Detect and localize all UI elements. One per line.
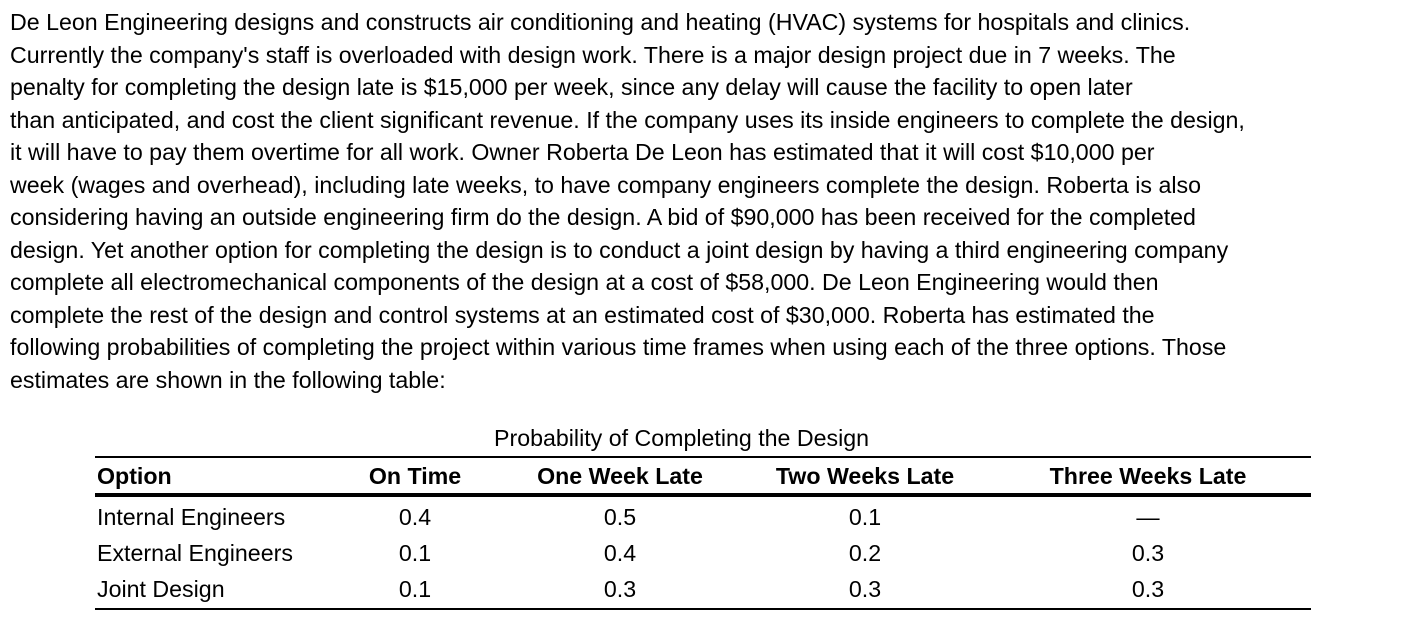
row-option: Internal Engineers [97, 504, 286, 530]
cell-three-weeks-late: 0.3 [1131, 540, 1165, 566]
paragraph-line: penalty for completing the design late is $15,000 per week, since any delay will cause the facility to open later [10, 74, 1133, 100]
paragraph-line: complete all electromechanical components of the design at a cost of $58,000. De Leon Engineering would then [10, 269, 1159, 295]
header-on-time: On Time [368, 463, 462, 489]
header-three-weeks-late: Three Weeks Late [1049, 463, 1247, 489]
cell-three-weeks-late: — [1136, 504, 1160, 530]
paragraph-line: complete the rest of the design and control systems at an estimated cost of $30,000. Roberta has estimated the [10, 301, 1155, 328]
cell-one-week-late: 0.4 [603, 540, 637, 566]
table-header-rule [95, 493, 1311, 497]
cell-on-time: 0.1 [398, 540, 432, 566]
cell-on-time: 0.4 [398, 504, 432, 530]
paragraph-line: De Leon Engineering designs and constructs air conditioning and heating (HVAC) systems for hospitals and clinics. [10, 9, 1191, 35]
paragraph-line: considering having an outside engineering firm do the design. A bid of $90,000 has been received for the completed [10, 204, 1196, 230]
cell-one-week-late: 0.3 [603, 576, 637, 602]
row-option: External Engineers [97, 540, 293, 566]
paragraph-line: following probabilities of completing the project within various time frames when using each of the three options. Those [10, 334, 1227, 360]
cell-two-weeks-late: 0.3 [848, 576, 882, 602]
cell-three-weeks-late: 0.3 [1131, 576, 1165, 602]
cell-one-week-late: 0.5 [603, 504, 637, 530]
cell-two-weeks-late: 0.2 [848, 540, 882, 566]
paragraph-line: Currently the company's staff is overloaded with design work. There is a major design project due in 7 weeks. The [10, 41, 1176, 68]
paragraph-line: it will have to pay them overtime for all work. Owner Roberta De Leon has estimated that it will cost $10,000 per [10, 139, 1155, 165]
cell-on-time: 0.1 [398, 576, 432, 602]
table-top-rule [95, 456, 1311, 458]
paragraph-line: estimates are shown in the following table: [10, 366, 446, 393]
header-option: Option [97, 463, 172, 489]
table-caption: Probability of Completing the Design [494, 425, 870, 451]
header-two-weeks-late: Two Weeks Late [775, 463, 955, 489]
table-bottom-rule [95, 608, 1311, 610]
problem-paragraph [10, 6, 1410, 396]
paragraph-line: design. Yet another option for completing the design is to conduct a joint design by having a third engineering company [10, 236, 1229, 263]
paragraph-line: week (wages and overhead), including late weeks, to have company engineers complete the design. Roberta is also [10, 171, 1201, 198]
header-one-week-late: One Week Late [537, 463, 703, 489]
cell-two-weeks-late: 0.1 [848, 504, 882, 530]
row-option: Joint Design [97, 576, 225, 602]
paragraph-line: than anticipated, and cost the client significant revenue. If the company uses its inside engineers to complete the design, [10, 106, 1245, 133]
